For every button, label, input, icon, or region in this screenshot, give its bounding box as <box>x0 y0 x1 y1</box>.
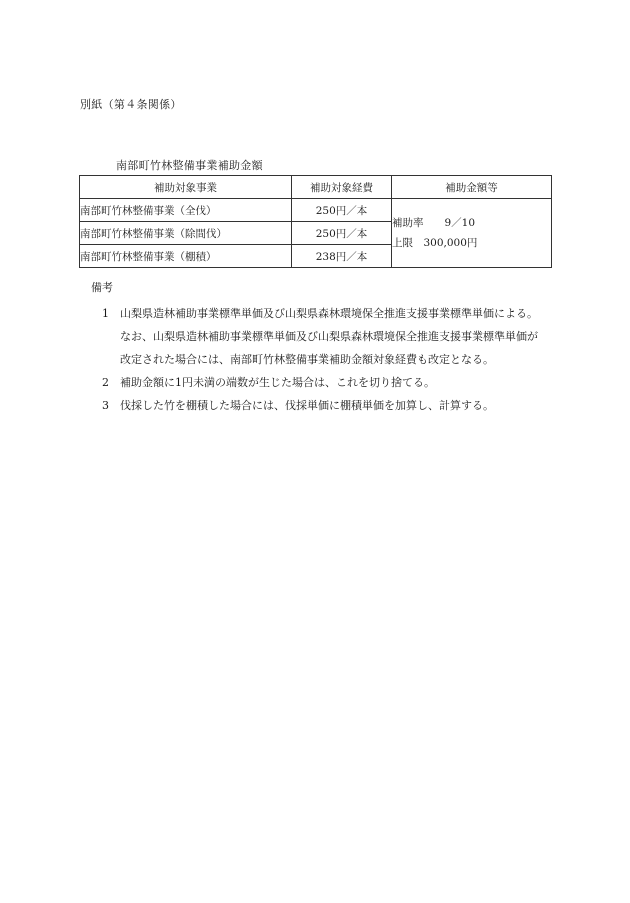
subsidy-limit: 上限 300,000円 <box>392 237 478 249</box>
cost-cell: 250円／本 <box>292 199 392 222</box>
subsidy-rate: 補助率 9／10 <box>392 217 476 229</box>
note-1-continued: 改定された場合には、南部町竹林整備事業補助金額対象経費も改定となる。 <box>120 353 494 366</box>
note-line: 伐採した竹を棚積した場合には、伐採単価に棚積単価を加算し、計算する。 <box>120 399 494 412</box>
subsidy-table <box>79 175 552 268</box>
table-title: 南部町竹林整備事業補助金額 <box>116 159 263 172</box>
note-line: 山梨県造林補助事業標準単価及び山梨県森林環境保全推進支援事業標準単価による。 <box>120 307 538 320</box>
note-number: 2 <box>102 376 109 389</box>
note-2 <box>102 374 435 390</box>
note-number: 1 <box>102 307 109 320</box>
project-cell: 南部町竹林整備事業（全伐） <box>80 199 292 222</box>
project-cell: 南部町竹林整備事業（棚積） <box>80 245 292 268</box>
amount-cell <box>392 199 552 268</box>
note-line: 補助金額に1円未満の端数が生じた場合は、これを切り捨てる。 <box>120 376 435 389</box>
cost-cell: 250円／本 <box>292 222 392 245</box>
header-amount: 補助金額等 <box>392 176 552 199</box>
note-number: 3 <box>102 399 109 412</box>
header-project: 補助対象事業 <box>80 176 292 199</box>
note-1-continued: なお、山梨県造林補助事業標準単価及び山梨県森林環境保全推進支援事業標準単価が <box>120 330 538 343</box>
note-1 <box>102 305 538 321</box>
annex-heading: 別紙（第４条関係） <box>80 98 182 111</box>
table-row <box>80 199 552 222</box>
cost-cell: 238円／本 <box>292 245 392 268</box>
remarks-title: 備考 <box>91 281 113 294</box>
header-cost: 補助対象経費 <box>292 176 392 199</box>
note-3 <box>102 397 494 413</box>
project-cell: 南部町竹林整備事業（除間伐） <box>80 222 292 245</box>
table-header-row <box>80 176 552 199</box>
